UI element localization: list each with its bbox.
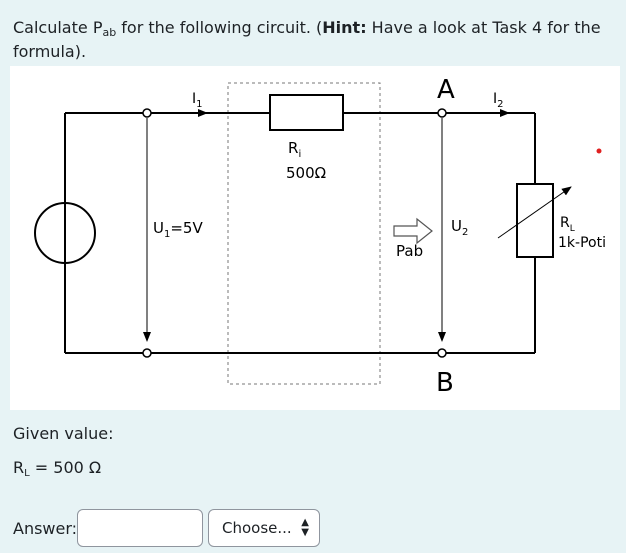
given-value <box>13 456 101 480</box>
u2-label: $U_2$ <box>451 217 469 238</box>
i1-label: $I_1$ <box>192 91 203 110</box>
unit-select[interactable] <box>208 509 320 547</box>
terminal-top-left <box>143 109 151 117</box>
question-text <box>13 16 613 64</box>
question-prefix: Calculate P <box>13 18 103 37</box>
ri-value: 500Ω <box>286 164 327 182</box>
answer-input[interactable] <box>77 509 203 547</box>
hint-label: Hint: <box>322 18 367 37</box>
i2-label: $I_2$ <box>493 91 504 110</box>
select-chevron-icon: ▲ ▼ <box>301 517 309 538</box>
resistor-ri <box>270 95 343 130</box>
given-label: Given value: <box>13 424 114 443</box>
question-middle: for the following circuit. ( <box>116 18 323 37</box>
node-b-label: B <box>436 368 454 398</box>
terminal-b <box>438 349 446 357</box>
power-arrow-icon <box>394 219 432 243</box>
terminal-a <box>438 109 446 117</box>
rl-label: $R_L$ <box>560 215 575 234</box>
unit-select-value: Choose... <box>222 519 292 537</box>
node-a-label: A <box>437 75 455 105</box>
ri-label: $R_i$ <box>288 139 302 160</box>
rl-value: 1k-Poti <box>558 235 606 251</box>
given-var-sub: L <box>24 468 30 479</box>
given-var-value: = 500 Ω <box>29 458 102 477</box>
question-sub: ab <box>102 26 117 39</box>
answer-label: Answer: <box>13 519 78 538</box>
pab-label: Pab <box>396 242 424 260</box>
given-var: R <box>13 458 25 477</box>
circuit-diagram <box>10 66 620 410</box>
red-dot <box>597 149 602 154</box>
u1-label: $U_1=5V$ <box>153 219 203 240</box>
circuit-svg <box>10 66 620 410</box>
question-suffix: Have a look at Task 4 for the formula). <box>13 18 601 61</box>
terminal-bottom-left <box>143 349 151 357</box>
